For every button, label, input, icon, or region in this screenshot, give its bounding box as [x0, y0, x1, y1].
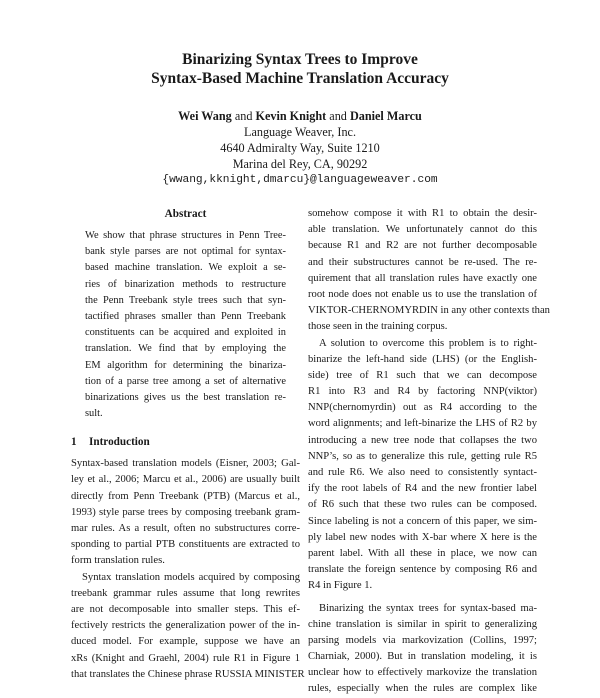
text-line: side) tree of R1 such that we can decompose [308, 369, 537, 381]
text-line: sponding to partial PTB constituents are extracted to [71, 539, 300, 551]
text-line: that translates the Chinese phrase RUSSIA MINISTER [71, 668, 305, 680]
text-line: word alignments; and left-binarize the LHS of R2 by [308, 418, 537, 430]
author-and-2: and [329, 109, 347, 123]
text-line: and rule R6. We also need to consistently syntact- [308, 467, 537, 478]
text-line: root node does not enable us to use the translation of [308, 288, 537, 300]
abstract-line: based machine translation. We exploit a se- [85, 262, 286, 274]
abstract-line: bank style parses are not optimal for syntax- [85, 246, 286, 258]
address-line-1: 4640 Admiralty Way, Suite 1210 [220, 141, 380, 155]
text-line: R1 into R3 and R4 by factoring NNP(viktor) [308, 386, 537, 398]
text-line: Since labeling is not a concern of this paper, we sim- [308, 515, 537, 527]
text-line: Syntax translation models acquired by composing [82, 571, 300, 583]
text-line: and their substructures cannot be re-used. The re- [308, 256, 537, 268]
author-1: Wei Wang [178, 109, 232, 123]
author-names [0, 108, 600, 124]
abstract-body [71, 222, 300, 422]
right-paragraph-3 [308, 601, 537, 698]
text-line: able translation. We unfortunately cannot do this [308, 224, 537, 236]
address-line-2: Marina del Rey, CA, 90292 [232, 157, 368, 171]
text-line: mar rules. As a result, often no substructures corre- [71, 523, 300, 534]
right-column [308, 206, 550, 698]
paper-title [0, 50, 600, 88]
author-and-1: and [234, 109, 253, 123]
text-line: NNP(chernomyrdin) out as R4 according to the [308, 402, 537, 414]
text-line: R4 in Figure 1. [308, 580, 373, 592]
text-line: binarize the left-hand side (LHS) (or the English- [308, 353, 537, 365]
text-line: introducing a new tree node that collapses the two [308, 434, 537, 446]
abstract-line: constituents can be acquired and exploited in [85, 327, 286, 339]
text-line: VIKTOR-CHERNOMYRDIN in any other contexts than [308, 305, 550, 317]
text-line: form translation rules. [71, 555, 165, 567]
text-line: Binarizing the syntax trees for syntax-based ma- [319, 602, 537, 614]
author-3: Daniel Marcu [349, 109, 422, 123]
abstract-line: translation. We find that by employing the [85, 343, 286, 355]
text-line: translate the foreign sentence by composing R6 and [308, 564, 537, 576]
abstract-line: We show that phrase structures in Penn Tree- [85, 230, 286, 241]
title-line-1: Binarizing Syntax Trees to Improve [182, 51, 418, 68]
text-line: treebank grammar rules assume that long rewrites [71, 587, 300, 599]
author-block [0, 108, 600, 188]
abstract-line: tion of a parse tree among a set of alternative [85, 375, 286, 387]
abstract-line: ries of binarization methods to restructure [85, 278, 286, 290]
intro-paragraph-1 [71, 456, 300, 569]
text-line: are not decomposable into smaller steps. This ef- [71, 603, 300, 615]
text-line: fectively restricts the generalization power of the in- [71, 620, 300, 632]
text-line: quirement that all translation rules have exactly one [308, 272, 537, 284]
section-number: 1 [71, 436, 77, 449]
author-2: Kevin Knight [255, 109, 327, 123]
text-line: ley et al., 2006; Marcu et al., 2006) are usually built [71, 474, 300, 486]
right-paragraph-1 [308, 206, 550, 336]
abstract-line: the Penn Treebank style trees such that syn- [85, 294, 286, 306]
intro-paragraph-2 [71, 570, 305, 683]
title-line-2: Syntax-Based Machine Translation Accuracy [151, 70, 449, 87]
text-line: parent label. With all these in place, we now can [308, 547, 537, 559]
text-line: ify the root labels of R4 and the new frontier label [308, 483, 537, 495]
text-line: those seen in the training corpus. [308, 321, 448, 333]
text-line: unclear how to effectively markovize the translation [308, 667, 537, 679]
text-line: 1993) style parse trees by composing treebank gram- [71, 506, 300, 518]
text-line: parsing models via markovization (Collins, 1997; [308, 634, 537, 646]
right-paragraph-2 [308, 336, 537, 595]
text-line: rules, especially when the rules are complex like [308, 683, 537, 695]
text-line: Syntax-based translation models (Eisner, 2003; Gal- [71, 458, 300, 470]
abstract-line: tactified phrases smaller than Penn Treebank [85, 310, 286, 322]
abstract-line: EM algorithm for determining the binariza- [85, 359, 286, 371]
abstract-heading: Abstract [164, 208, 207, 220]
section-heading-introduction [71, 434, 300, 450]
text-line: of R6 such that these two rules can be composed. [308, 499, 537, 511]
affiliation: Language Weaver, Inc. [244, 125, 356, 139]
text-line: NNP’s, so as to generalize this rule, getting rule R5 [308, 450, 537, 462]
abstract-line: sult. [85, 408, 103, 420]
text-line: somehow compose it with R1 to obtain the desir- [308, 208, 537, 219]
abstract-line: binarizations gives us the best translation re- [85, 391, 286, 403]
section-title: Introduction [89, 436, 150, 449]
text-line: xRs (Knight and Graehl, 2004) rule R1 in Figure 1 [71, 652, 300, 664]
text-line: A solution to overcome this problem is to right- [319, 337, 537, 349]
text-line: directly from Penn Treebank (PTB) (Marcus et al., [71, 490, 300, 502]
left-column [71, 206, 305, 683]
text-line: ply label new nodes with X-bar where X here is the [308, 531, 537, 543]
text-line: duced model. For example, suppose we have an [71, 636, 300, 648]
text-line: chine translation is similar in spirit to generalizing [308, 618, 537, 630]
text-line: because R1 and R2 are not further decomposable [308, 240, 537, 252]
author-email: {wwang,kknight,dmarcu}@languageweaver.com [162, 174, 438, 186]
text-line: Charniak, 2000). But in translation modeling, it is [308, 651, 537, 663]
